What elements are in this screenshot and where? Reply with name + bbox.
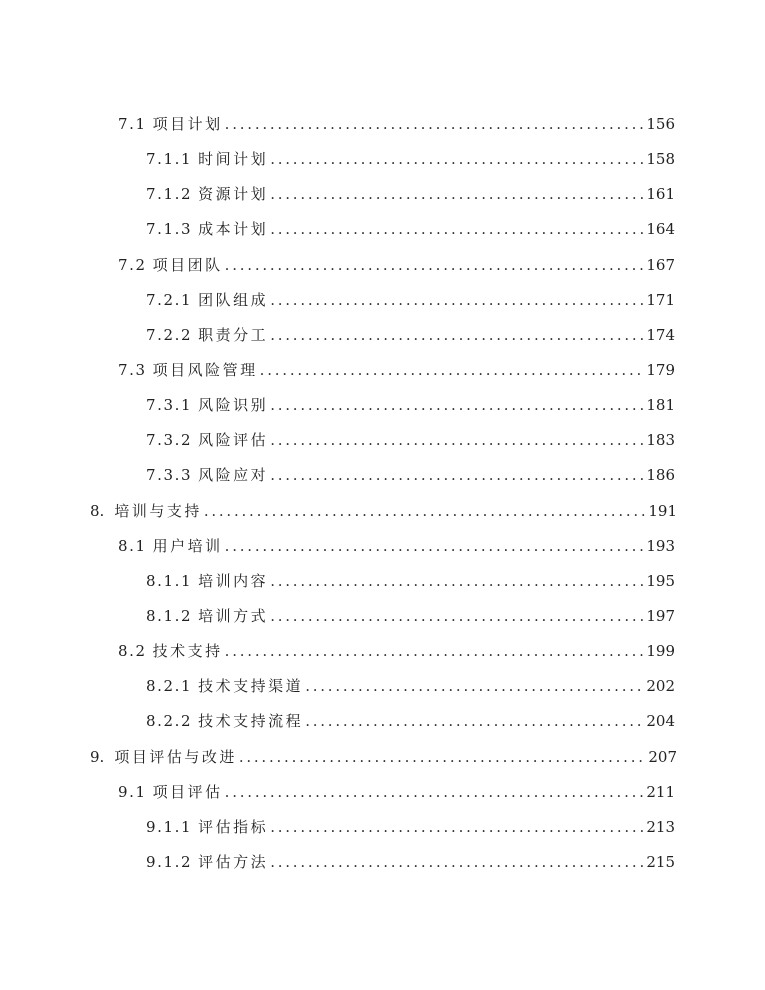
toc-entry-page-number: 213: [646, 817, 675, 836]
toc-entry-page-number: 181: [646, 396, 675, 415]
toc-entry-page-number: 195: [646, 571, 675, 590]
toc-entry-title: 成本计划: [198, 220, 269, 239]
toc-entry-number: 7.3.2: [146, 431, 193, 450]
toc-entry-8-1-2[interactable]: [0, 599, 765, 634]
toc-entry-number: 8.1.2: [146, 606, 193, 625]
toc-dot-leader: [270, 430, 643, 450]
toc-entry-title: 项目计划: [152, 115, 223, 133]
toc-dot-leader: [270, 606, 643, 626]
toc-entry-number: 7.3.3: [146, 466, 193, 485]
toc-entry-8-2-1[interactable]: [0, 669, 765, 704]
toc-entry-page-number: 156: [646, 115, 675, 133]
toc-dot-leader: [270, 149, 643, 169]
toc-entry-9-1[interactable]: [0, 775, 765, 810]
toc-entry-number: 7.2.1: [146, 290, 193, 309]
toc-entry-number: 7.3: [118, 360, 147, 379]
toc-entry-page-number: 207: [648, 747, 677, 766]
toc-entry-8-2[interactable]: [0, 634, 765, 669]
toc-entry-page-number: 197: [646, 606, 675, 625]
toc-entry-number: 7.2.2: [146, 325, 193, 344]
toc-dot-leader: [204, 501, 646, 521]
toc-entry-title: 技术支持流程: [198, 712, 304, 731]
toc-entry-page-number: 191: [648, 501, 677, 520]
toc-entry-title: 技术支持渠道: [198, 677, 304, 696]
toc-entry-title: 评估指标: [198, 817, 269, 836]
toc-entry-number: 8.2.2: [146, 712, 193, 731]
toc-dot-leader: [270, 325, 643, 345]
toc-entry-page-number: 215: [646, 852, 675, 871]
toc-dot-leader: [225, 641, 644, 661]
toc-entry-page-number: 186: [646, 466, 675, 485]
toc-entry-number: 8.1: [118, 536, 147, 555]
toc-entry-7-2-2[interactable]: [0, 318, 765, 353]
toc-entry-number: 9.1.2: [146, 852, 193, 871]
toc-dot-leader: [270, 571, 643, 591]
toc-entry-title: 职责分工: [198, 325, 269, 344]
toc-dot-leader: [270, 465, 643, 485]
toc-entry-8-1[interactable]: [0, 529, 765, 564]
toc-entry-7-1[interactable]: [0, 107, 765, 142]
toc-dot-leader: [270, 219, 643, 239]
toc-entry-number: 8.1.1: [146, 571, 193, 590]
toc-entry-title: 时间计划: [198, 150, 269, 169]
toc-entry-8-2-2[interactable]: [0, 704, 765, 739]
toc-dot-leader: [270, 395, 643, 415]
toc-entry-page-number: 193: [646, 536, 675, 555]
toc-entry-number: 7.1: [118, 115, 147, 133]
toc-entry-page-number: 171: [646, 290, 675, 309]
toc-entry-number: 9.: [90, 747, 105, 766]
toc-entry-title: 风险评估: [198, 431, 269, 450]
toc-entry-title: 培训内容: [198, 571, 269, 590]
toc-entry-7-3-2[interactable]: [0, 423, 765, 458]
toc-entry-title: 培训与支持: [114, 501, 202, 520]
toc-entry-number: 9.1: [118, 782, 147, 801]
toc-entry-number: 8.2.1: [146, 677, 193, 696]
toc-dot-leader: [239, 747, 646, 767]
toc-entry-number: 7.1.3: [146, 220, 193, 239]
toc-entry-number: 7.2: [118, 255, 147, 274]
toc-entry-7-3-3[interactable]: [0, 458, 765, 493]
toc-dot-leader: [270, 184, 643, 204]
toc-entry-number: 7.1.1: [146, 150, 193, 169]
toc-dot-leader: [225, 536, 644, 556]
toc-entry-7-2-1[interactable]: [0, 283, 765, 318]
toc-entry-number: 8.2: [118, 642, 147, 661]
toc-dot-leader: [270, 290, 643, 310]
toc-entry-7-1-3[interactable]: [0, 212, 765, 247]
toc-dot-leader: [305, 676, 643, 696]
table-of-contents: [0, 107, 765, 880]
toc-entry-page-number: 164: [646, 220, 675, 239]
toc-entry-7-1-2[interactable]: [0, 177, 765, 212]
toc-entry-title: 评估方法: [198, 852, 269, 871]
toc-entry-page-number: 183: [646, 431, 675, 450]
toc-entry-page-number: 158: [646, 150, 675, 169]
toc-dot-leader: [270, 852, 643, 872]
toc-entry-8[interactable]: [0, 494, 765, 529]
toc-entry-number: 7.1.2: [146, 185, 193, 204]
toc-entry-title: 项目评估与改进: [114, 747, 237, 766]
toc-entry-title: 用户培训: [152, 536, 223, 555]
toc-entry-title: 团队组成: [198, 290, 269, 309]
toc-entry-title: 项目评估: [152, 782, 223, 801]
toc-dot-leader: [260, 360, 644, 380]
toc-entry-8-1-1[interactable]: [0, 564, 765, 599]
toc-entry-9-1-2[interactable]: [0, 845, 765, 880]
toc-entry-page-number: 204: [646, 712, 675, 731]
toc-entry-page-number: 202: [646, 677, 675, 696]
toc-entry-number: 9.1.1: [146, 817, 193, 836]
toc-entry-title: 项目风险管理: [152, 360, 258, 379]
toc-dot-leader: [305, 711, 643, 731]
toc-entry-title: 项目团队: [152, 255, 223, 274]
toc-entry-page-number: 211: [646, 782, 675, 801]
toc-dot-leader: [225, 782, 644, 802]
toc-entry-7-2[interactable]: [0, 248, 765, 283]
toc-entry-title: 资源计划: [198, 185, 269, 204]
toc-dot-leader: [225, 114, 644, 134]
toc-entry-page-number: 174: [646, 325, 675, 344]
toc-entry-7-3[interactable]: [0, 353, 765, 388]
toc-entry-7-1-1[interactable]: [0, 142, 765, 177]
toc-entry-number: 7.3.1: [146, 396, 193, 415]
toc-entry-9[interactable]: [0, 740, 765, 775]
toc-entry-title: 风险应对: [198, 466, 269, 485]
toc-entry-page-number: 179: [646, 360, 675, 379]
toc-dot-leader: [270, 817, 643, 837]
toc-entry-7-3-1[interactable]: [0, 388, 765, 423]
toc-entry-title: 风险识别: [198, 396, 269, 415]
toc-entry-title: 技术支持: [152, 642, 223, 661]
toc-dot-leader: [225, 255, 644, 275]
toc-entry-page-number: 167: [646, 255, 675, 274]
toc-entry-title: 培训方式: [198, 606, 269, 625]
toc-entry-number: 8.: [90, 501, 105, 520]
toc-entry-page-number: 199: [646, 642, 675, 661]
toc-entry-page-number: 161: [646, 185, 675, 204]
toc-entry-9-1-1[interactable]: [0, 810, 765, 845]
